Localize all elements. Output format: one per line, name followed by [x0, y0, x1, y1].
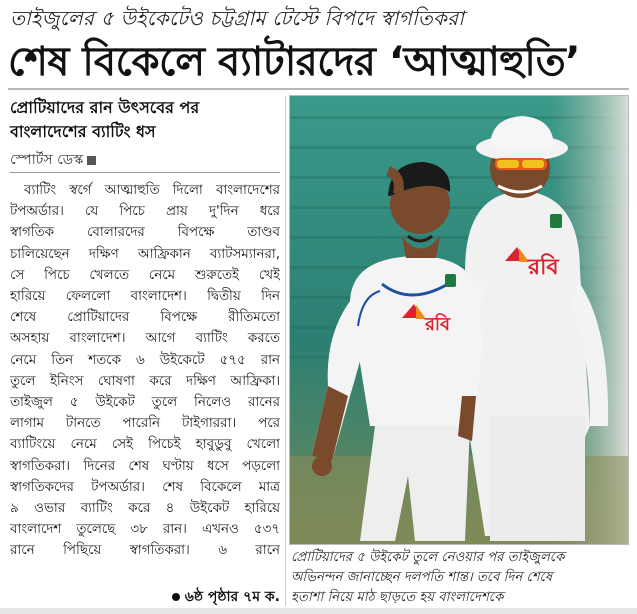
body-line: তাইজুল ৫ উইকেট তুলে নিলেও রানের: [10, 395, 280, 411]
body-line: তুলে ইনিংস ঘোষণা করে দক্ষিণ আফ্রিকা।: [10, 373, 280, 389]
article-headline: শেষ বিকেলে ব্যাটারদের ‘আত্মাহুতি’: [8, 39, 581, 85]
body-line: চালিয়েছেন দক্ষিণ আফ্রিকান ব্যাটসম্যানরা,: [10, 246, 280, 262]
article-body: [10, 180, 280, 562]
subheadline-line: প্রোটিয়াদের রান উৎসবের পর: [10, 98, 200, 117]
body-line: স্বাগতিকদের টপঅর্ডার। শেষ বিকেলে মাত্র: [10, 479, 280, 495]
news-photo: [289, 95, 629, 545]
byline-text: স্পোর্টস ডেস্ক: [10, 152, 84, 168]
bullet-icon: [172, 593, 180, 601]
body-line: ব্যাটিং স্বর্গে আত্মাহুতি দিলো বাংলাদেশের: [24, 183, 280, 198]
body-line: স্বাগতিক বোলারদের বিপক্ষে তাণ্ডব: [10, 225, 280, 241]
body-line: টপঅর্ডার। যে পিচে প্রায় দু'দিন ধরে: [10, 204, 280, 220]
continued-on-page: [120, 585, 280, 609]
body-line: নেমে তিন শতকে ৬ উইকেটে ৫৭৫ রান: [10, 352, 280, 368]
body-line: ৯ ওভার ব্যাটিং করে ৪ উইকেট হারিয়ে: [10, 501, 280, 517]
jump-text: ৬ষ্ঠ পৃষ্ঠার ৭ম ক.: [184, 589, 280, 605]
caption-line: প্রোটিয়াদের ৫ উইকেট তুলে নেওয়ার পর তাইজুলকে: [291, 550, 565, 565]
byline: [10, 148, 280, 172]
jersey-sponsor-text: রবি: [425, 314, 451, 335]
body-line: সে পিচে খেলতে নেমে শুরুতেই খেই: [10, 267, 280, 283]
body-line: লাগাম টানতে পারেনি টাইগাররা। পরে: [10, 416, 280, 432]
square-bullet-icon: [87, 156, 96, 165]
body-line: ব্যাটিংয়ে নেমে সেই পিচেই হাবুডুবু খেলো: [10, 437, 280, 453]
photo-caption: [291, 548, 627, 608]
body-line: হারিয়ে ফেললো বাংলাদেশ। দ্বিতীয় দিন: [10, 289, 280, 305]
article-subheadline: [10, 96, 280, 144]
body-line: শেষে প্রোটিয়াদের বিপক্ষে রীতিমতো: [10, 310, 280, 326]
headline-divider: [8, 88, 629, 90]
caption-line: অভিনন্দন জানাচ্ছেন দলপতি শান্ত। তবে দিন শেষে: [291, 570, 553, 585]
body-line: স্বাগতিকরা। দিনের শেষ ঘণ্টায় ধসে পড়লো: [10, 458, 280, 474]
photo-illustration: [290, 96, 628, 544]
article-kicker: তাইজুলের ৫ উইকেটেও চট্টগ্রাম টেস্টে বিপদে স্বাগতিকরা: [10, 6, 465, 30]
byline-divider: [10, 172, 280, 173]
subheadline-line: বাংলাদেশের ব্যাটিং ধস: [10, 122, 156, 141]
body-line: রানে পিছিয়ে স্বাগতিকরা। ৬ রানে: [10, 543, 280, 559]
jersey-sponsor-text: রবি: [528, 255, 559, 280]
body-line: অসহায় বাংলাদেশ। আগে ব্যাটিং করতে: [10, 331, 280, 347]
column-divider: [285, 96, 286, 606]
caption-line: হতাশা নিয়ে মাঠ ছাড়তে হয় বাংলাদেশকে: [291, 590, 504, 605]
page-bottom-rule: [0, 608, 637, 614]
body-line: বাংলাদেশ তুলেছে ৩৮ রান। এখনও ৫৩৭: [10, 522, 280, 538]
